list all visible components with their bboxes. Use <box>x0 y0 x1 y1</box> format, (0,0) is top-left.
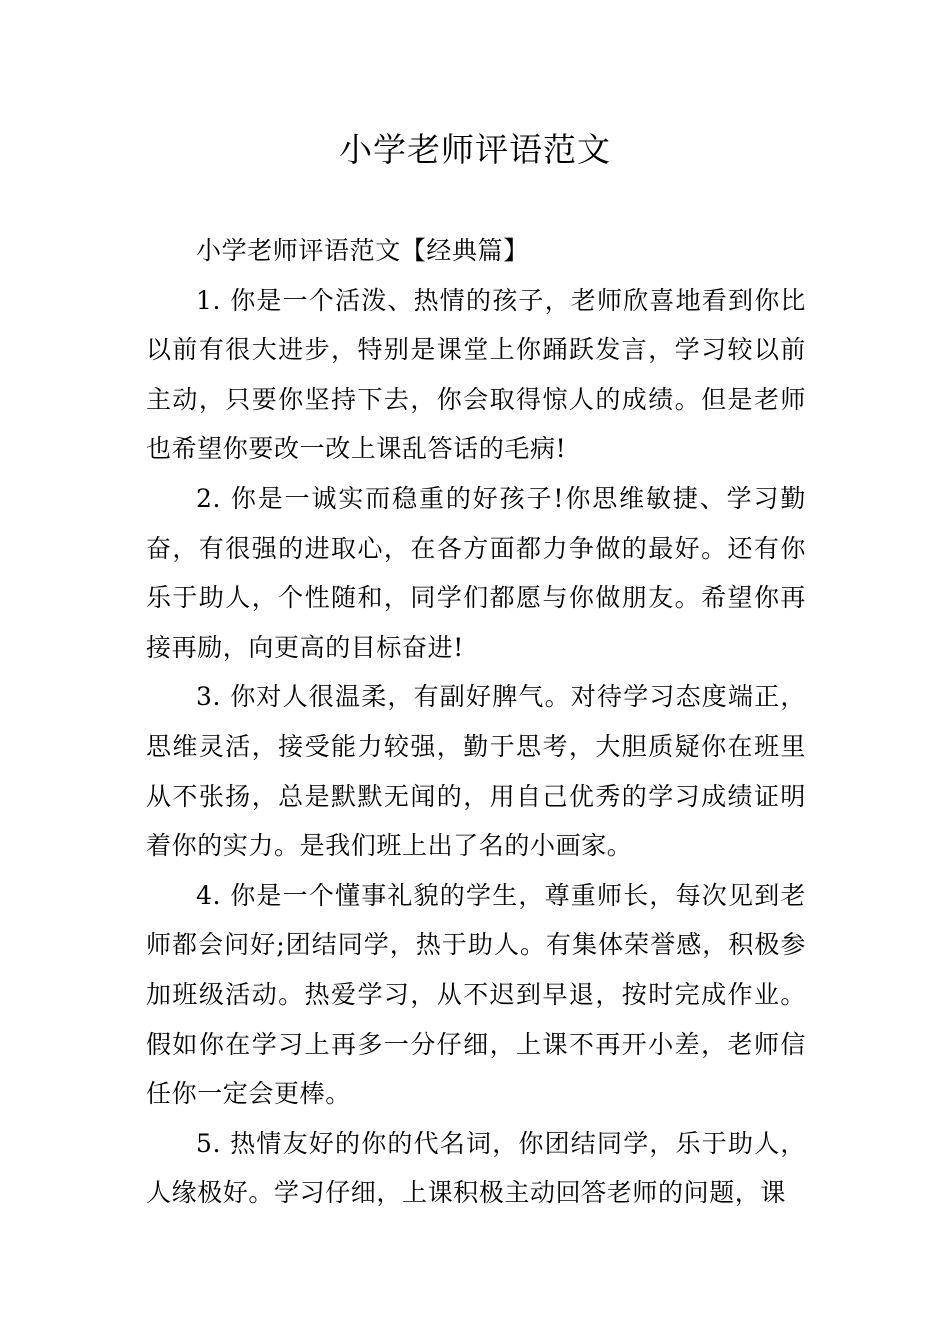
document-subtitle: 小学老师评语范文【经典篇】 <box>196 236 529 265</box>
paragraph-1: 1. 你是一个活泼、热情的孩子，老师欣喜地看到你比以前有很大进步，特别是课堂上你踊跃发言，学习较以前主动，只要你坚持下去，你会取得惊人的成绩。但是老师也希望你要改一改上课乱答话的毛病! <box>146 285 806 464</box>
paragraph-2: 2. 你是一诚实而稳重的好孩子!你思维敏捷、学习勤奋，有很强的进取心，在各方面都力争做的最好。还有你乐于助人，个性随和，同学们都愿与你做朋友。希望你再接再励，向更高的目标奋进! <box>146 483 806 662</box>
paragraph-5: 5. 热情友好的你的代名词，你团结同学，乐于助人，人缘极好。学习仔细，上课积极主动回答老师的问题，课 <box>146 1128 806 1208</box>
document-title: 小学老师评语范文 <box>339 130 611 169</box>
paragraph-4: 4. 你是一个懂事礼貌的学生，尊重师长，每次见到老师都会问好;团结同学，热于助人。有集体荣誉感，积极参加班级活动。热爱学习，从不迟到早退，按时完成作业。假如你在学习上再多一分仔细，上课不再开小差，老师信任你一定会更棒。 <box>146 880 806 1109</box>
paragraph-3: 3. 你对人很温柔，有副好脾气。对待学习态度端正，思维灵活，接受能力较强，勤于思考，大胆质疑你在班里从不张扬，总是默默无闻的，用自己优秀的学习成绩证明着你的实力。是我们班上出了名的小画家。 <box>146 682 806 861</box>
document-body <box>146 226 806 1218</box>
